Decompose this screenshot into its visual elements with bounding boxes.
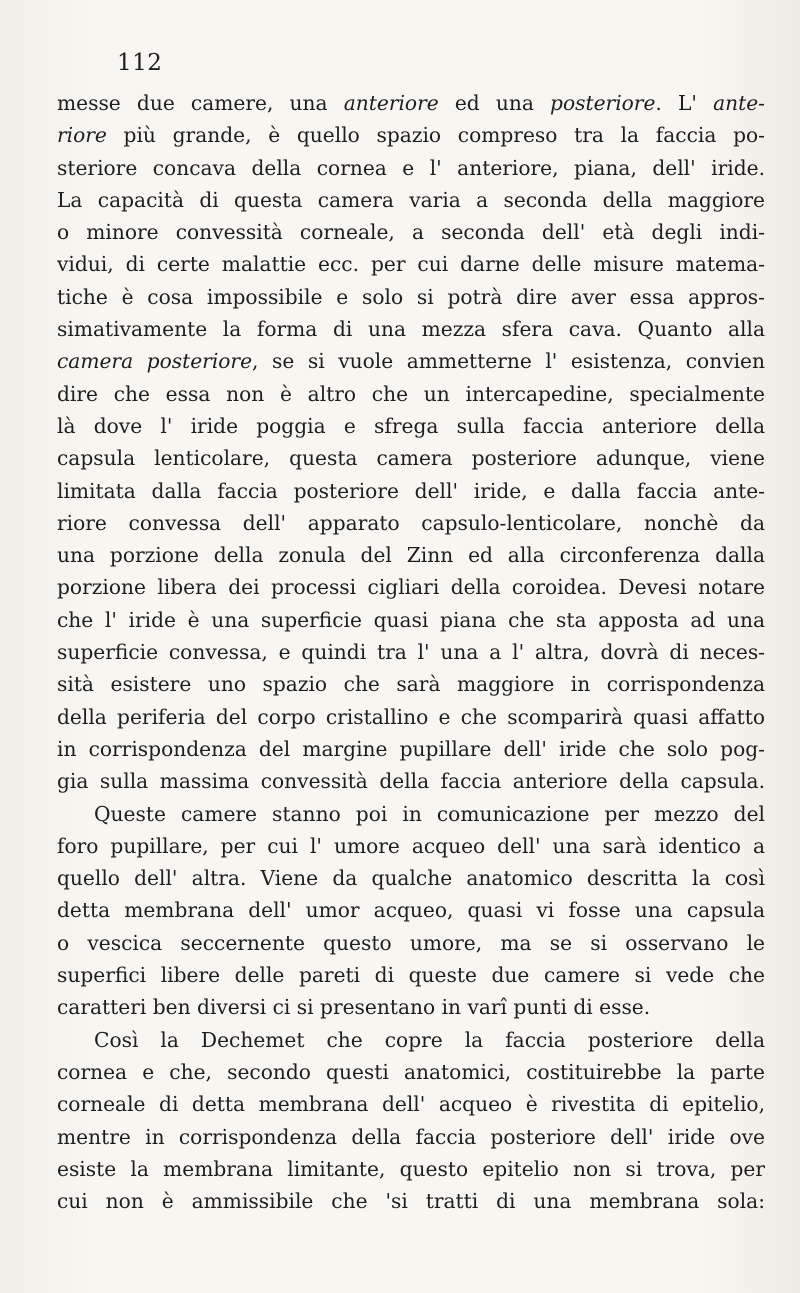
text-run: vidui, di certe malattie ecc. per cui darne delle misure matema- (57, 252, 765, 277)
text-line (57, 636, 765, 668)
text-line (57, 475, 765, 507)
text-run: limitata dalla faccia posteriore dell' iride, e dalla faccia ante- (57, 478, 765, 503)
text-run: più grande, è quello spazio compreso tra la faccia po- (106, 123, 765, 148)
text-line (57, 991, 765, 1023)
text-run: corneale di detta membrana dell' acqueo è rivestita di epitelio, (57, 1092, 765, 1117)
text-line (57, 248, 765, 280)
italic-text: riore (57, 123, 107, 148)
text-run: quello dell' altra. Viene da qualche anatomico descritta la così (57, 866, 765, 891)
text-line (57, 313, 765, 345)
text-line (57, 1056, 765, 1088)
text-run: capsula lenticolare, questa camera posteriore adunque, viene (57, 446, 765, 471)
body-text (57, 87, 765, 1217)
italic-text: anteriore (343, 91, 439, 115)
text-line (57, 152, 765, 184)
text-run: detta membrana dell' umor acqueo, quasi vi fosse una capsula (57, 898, 765, 923)
text-line (57, 410, 765, 442)
text-line (57, 894, 765, 926)
text-run: della periferia del corpo cristallino e che scomparirà quasi affatto (57, 704, 765, 729)
text-line (57, 733, 765, 765)
text-run: superficie convessa, e quindi tra l' una a l' altra, dovrà di neces- (57, 640, 765, 665)
text-run: foro pupillare, per cui l' umore acqueo dell' una sarà identico a (57, 833, 765, 858)
text-run: porzione libera dei processi cigliari della coroidea. Devesi notare (57, 575, 765, 600)
text-run: La capacità di questa camera varia a seconda della maggiore (57, 187, 765, 212)
text-run: messe due camere, una (57, 91, 344, 115)
text-line (57, 184, 765, 216)
text-line (57, 604, 765, 636)
text-line (57, 539, 765, 571)
text-line (57, 345, 765, 377)
text-run: là dove l' iride poggia e sfrega sulla faccia anteriore della (57, 413, 765, 438)
text-run: gia sulla massima convessità della faccia anteriore della capsula. (57, 769, 765, 794)
text-line (57, 830, 765, 862)
text-run: caratteri ben diversi ci si presentano in varî punti di esse. (57, 995, 651, 1020)
text-run: esiste la membrana limitante, questo epitelio non si trova, per (57, 1156, 765, 1181)
italic-text: posteriore (550, 91, 656, 115)
text-run: cui non è ammissibile che 'si tratti di una membrana sola: (57, 1189, 765, 1214)
text-run: tiche è cosa impossibile e solo si potrà dire aver essa appros- (57, 284, 765, 309)
text-run: ed una (438, 91, 551, 115)
text-run: in corrispondenza del margine pupillare dell' iride che solo pog- (57, 736, 765, 761)
text-line (57, 216, 765, 248)
text-run: cornea e che, secondo questi anatomici, costituirebbe la parte (57, 1059, 765, 1084)
text-run: sità esistere uno spazio che sarà maggiore in corrispondenza (57, 672, 765, 697)
text-line (57, 959, 765, 991)
text-line (57, 1153, 765, 1185)
text-line (57, 571, 765, 603)
text-line (57, 281, 765, 313)
text-run: una porzione della zonula del Zinn ed alla circonferenza dalla (57, 543, 765, 568)
text-line (57, 1121, 765, 1153)
text-run: o minore convessità corneale, a seconda dell' età degli indi- (57, 220, 765, 245)
text-line (57, 507, 765, 539)
text-run: Queste camere stanno poi in comunicazione per mezzo del (94, 801, 765, 826)
text-line (57, 1088, 765, 1120)
text-line (57, 701, 765, 733)
text-line (57, 87, 765, 119)
text-run: simativamente la forma di una mezza sfera cava. Quanto alla (57, 317, 765, 342)
text-line (57, 119, 765, 151)
text-line (57, 765, 765, 797)
text-run: superfici libere delle pareti di queste due camere si vede che (57, 963, 765, 988)
text-run: . L' (655, 91, 714, 115)
text-run: o vescica seccernente questo umore, ma se si osservano le (57, 930, 765, 955)
text-line (57, 1024, 765, 1056)
text-run: steriore concava della cornea e l' anteriore, piana, dell' iride. (57, 155, 765, 180)
text-line (57, 668, 765, 700)
italic-text: camera posteriore (57, 349, 253, 374)
text-line (57, 442, 765, 474)
text-line (57, 1185, 765, 1217)
text-run: , se si vuole ammetterne l' esistenza, convien (252, 349, 765, 374)
text-run: riore convessa dell' apparato capsulo-lenticolare, nonchè da (57, 510, 765, 535)
text-line (57, 378, 765, 410)
text-run: Così la Dechemet che copre la faccia posteriore della (94, 1027, 765, 1052)
page-number: 112 (117, 50, 163, 76)
text-run: dire che essa non è altro che un intercapedine, specialmente (57, 381, 765, 406)
text-line (57, 862, 765, 894)
text-run: mentre in corrispondenza della faccia posteriore dell' iride ove (57, 1124, 765, 1149)
text-run: che l' iride è una superficie quasi piana che sta apposta ad una (57, 607, 765, 632)
italic-text: ante- (713, 91, 765, 115)
text-line (57, 927, 765, 959)
text-line (57, 798, 765, 830)
